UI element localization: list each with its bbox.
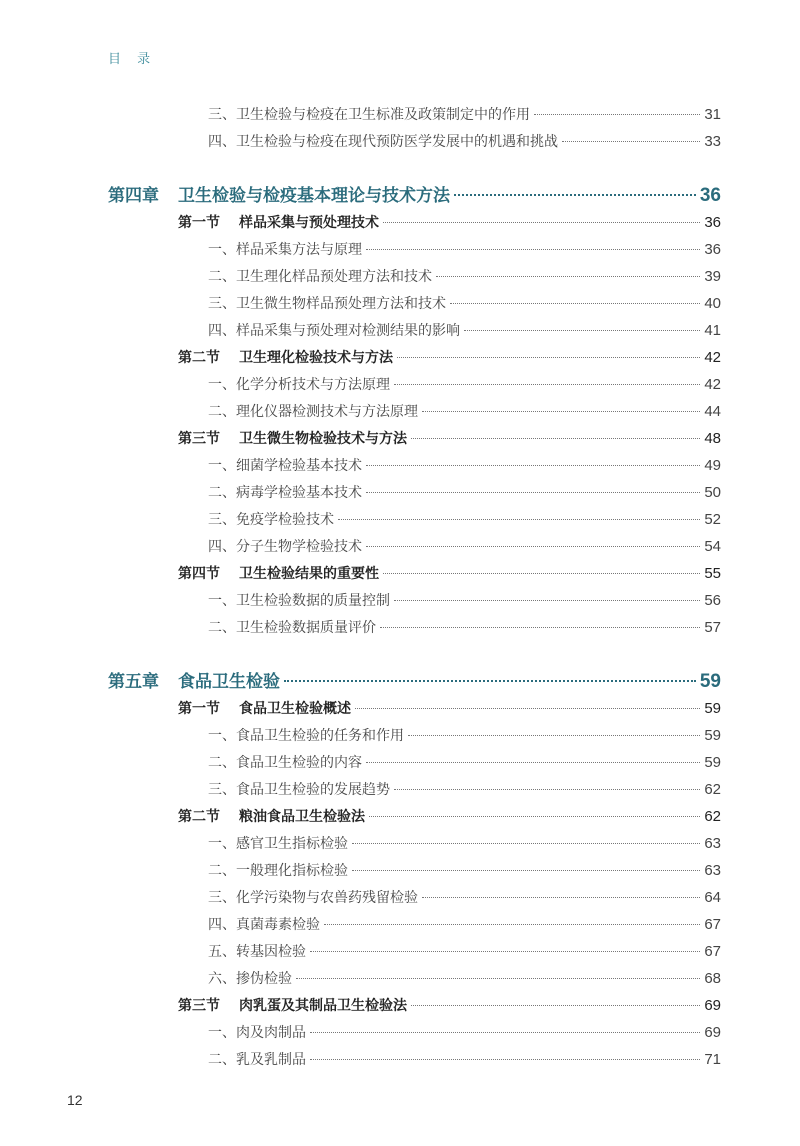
toc-item-title [208, 131, 558, 151]
toc-item-row[interactable] [208, 725, 721, 745]
dot-leader [310, 951, 700, 952]
toc-item-text: 三、食品卫生检验的发展趋势 [208, 782, 390, 798]
toc-item-row[interactable] [208, 941, 721, 961]
toc-page-number: 36 [699, 185, 721, 206]
dot-leader [450, 303, 700, 304]
toc-item-title [208, 860, 348, 880]
toc-section-row[interactable] [178, 428, 721, 448]
toc-page-number: 56 [704, 592, 721, 609]
toc-chapter-row[interactable] [108, 181, 721, 207]
dot-leader [284, 680, 696, 682]
toc-page-number: 59 [704, 700, 721, 717]
toc-section-text: 卫生微生物检验技术与方法 [239, 431, 407, 447]
toc-page-number: 59 [704, 754, 721, 771]
toc-item-title [208, 1022, 306, 1042]
toc-item-row[interactable] [208, 293, 721, 313]
dot-leader [355, 708, 700, 709]
toc-page-number: 41 [704, 322, 721, 339]
toc-item-text: 二、理化仪器检测技术与方法原理 [208, 404, 418, 420]
toc-section-row[interactable] [178, 347, 721, 367]
toc-item-row[interactable] [208, 455, 721, 475]
toc-item-row[interactable] [208, 374, 721, 394]
toc-item-title [208, 374, 390, 394]
dot-leader [338, 519, 700, 520]
toc-item-title [208, 941, 306, 961]
toc-item-title [208, 752, 362, 772]
dot-leader [422, 897, 700, 898]
toc-chapter-number: 第四章 [108, 186, 159, 206]
toc-page-number: 67 [704, 943, 721, 960]
toc-chapter-number: 第五章 [108, 672, 159, 692]
dot-leader [562, 141, 700, 142]
toc-section-title [178, 698, 351, 718]
toc-item-title [208, 293, 446, 313]
toc-item-title [208, 968, 292, 988]
toc-section-number: 第三节 [178, 431, 220, 447]
dot-leader [534, 114, 700, 115]
toc-section-title [178, 212, 379, 232]
toc-page-number: 57 [704, 619, 721, 636]
toc-page-number: 44 [704, 403, 721, 420]
toc-page-number: 67 [704, 916, 721, 933]
toc-item-text: 二、病毒学检验基本技术 [208, 485, 362, 501]
toc-item-text: 三、卫生检验与检疫在卫生标准及政策制定中的作用 [208, 107, 530, 123]
toc-section-number: 第二节 [178, 350, 220, 366]
toc-item-title [208, 482, 362, 502]
toc-item-title [208, 1049, 306, 1069]
toc-item-title [208, 266, 432, 286]
toc-page-number: 64 [704, 889, 721, 906]
toc-page-number: 63 [704, 835, 721, 852]
toc-item-text: 二、卫生检验数据质量评价 [208, 620, 376, 636]
dot-leader [366, 249, 700, 250]
toc-item-title [208, 590, 390, 610]
toc-item-row[interactable] [208, 536, 721, 556]
toc-page-number: 42 [704, 376, 721, 393]
toc-section-number: 第一节 [178, 701, 220, 717]
dot-leader [411, 1005, 700, 1006]
toc-page-number: 36 [704, 241, 721, 258]
toc-page-number: 59 [704, 727, 721, 744]
toc-chapter-row[interactable] [108, 667, 721, 693]
toc-section-text: 肉乳蛋及其制品卫生检验法 [239, 998, 407, 1014]
toc-item-title [208, 401, 418, 421]
dot-leader [369, 816, 700, 817]
toc-item-text: 四、真菌毒素检验 [208, 917, 320, 933]
dot-leader [310, 1059, 700, 1060]
toc-section-row[interactable] [178, 995, 721, 1015]
toc-item-row[interactable] [208, 833, 721, 853]
toc-page-number: 48 [704, 430, 721, 447]
toc-section-number: 第二节 [178, 809, 220, 825]
toc-section-row[interactable] [178, 698, 721, 718]
toc-item-title [208, 833, 348, 853]
toc-item-text: 四、分子生物学检验技术 [208, 539, 362, 555]
dot-leader [397, 357, 700, 358]
toc-item-row[interactable] [208, 860, 721, 880]
toc-page-number: 52 [704, 511, 721, 528]
toc-section-title [178, 806, 365, 826]
toc-section-title [178, 563, 379, 583]
toc-section-number: 第三节 [178, 998, 220, 1014]
toc-item-row[interactable] [208, 1022, 721, 1042]
toc-item-text: 一、卫生检验数据的质量控制 [208, 593, 390, 609]
toc-page-number: 54 [704, 538, 721, 555]
toc-item-row[interactable] [208, 968, 721, 988]
toc-header-label: 目 录 [108, 52, 157, 67]
toc-section-number: 第四节 [178, 566, 220, 582]
toc-page-number: 36 [704, 214, 721, 231]
toc-item-title [208, 536, 362, 556]
toc-item-text: 二、卫生理化样品预处理方法和技术 [208, 269, 432, 285]
toc-item-row[interactable] [208, 509, 721, 529]
toc-page-number: 39 [704, 268, 721, 285]
toc-section-title [178, 995, 407, 1015]
toc-item-title [208, 617, 376, 637]
dot-leader [454, 194, 696, 196]
toc-item-row[interactable] [208, 617, 721, 637]
toc-item-row[interactable] [208, 131, 721, 151]
toc-item-text: 一、样品采集方法与原理 [208, 242, 362, 258]
toc-item-row[interactable] [208, 1049, 721, 1069]
toc-section-text: 卫生理化检验技术与方法 [239, 350, 393, 366]
toc-page-number: 69 [704, 1024, 721, 1041]
toc-section-row[interactable] [178, 563, 721, 583]
dot-leader [436, 276, 700, 277]
toc-item-text: 六、掺伪检验 [208, 971, 292, 987]
toc-chapter-title [108, 667, 280, 692]
toc-item-row[interactable] [208, 590, 721, 610]
toc-item-text: 四、样品采集与预处理对检测结果的影响 [208, 323, 460, 339]
toc-section-text: 粮油食品卫生检验法 [239, 809, 365, 825]
toc-page-number: 40 [704, 295, 721, 312]
dot-leader [324, 924, 700, 925]
dot-leader [408, 735, 700, 736]
toc-item-title [208, 320, 460, 340]
toc-section-title [178, 428, 407, 448]
toc-page-number: 62 [704, 781, 721, 798]
toc-page-number: 62 [704, 808, 721, 825]
toc-item-row[interactable] [208, 320, 721, 340]
toc-item-title [208, 239, 362, 259]
toc-page-number: 33 [704, 133, 721, 150]
toc-page-number: 55 [704, 565, 721, 582]
toc-item-title [208, 914, 320, 934]
toc-item-text: 一、细菌学检验基本技术 [208, 458, 362, 474]
toc-section-text: 卫生检验结果的重要性 [239, 566, 379, 582]
toc-item-text: 一、化学分析技术与方法原理 [208, 377, 390, 393]
toc-item-row[interactable] [208, 752, 721, 772]
toc-page-number: 42 [704, 349, 721, 366]
toc-item-text: 三、化学污染物与农兽药残留检验 [208, 890, 418, 906]
dot-leader [366, 492, 700, 493]
dot-leader [422, 411, 700, 412]
dot-leader [383, 222, 700, 223]
dot-leader [352, 843, 700, 844]
dot-leader [383, 573, 700, 574]
dot-leader [464, 330, 700, 331]
toc-item-row[interactable] [208, 401, 721, 421]
toc-page-number: 49 [704, 457, 721, 474]
dot-leader [411, 438, 700, 439]
toc-item-title [208, 725, 404, 745]
toc-page-number: 63 [704, 862, 721, 879]
dot-leader [366, 762, 700, 763]
toc-item-title [208, 455, 362, 475]
toc-item-row[interactable] [208, 887, 721, 907]
dot-leader [296, 978, 700, 979]
toc-item-title [208, 779, 390, 799]
toc-item-title [208, 887, 418, 907]
toc-item-title [208, 509, 334, 529]
toc-item-row[interactable] [208, 239, 721, 259]
toc-item-text: 一、食品卫生检验的任务和作用 [208, 728, 404, 744]
toc-section-number: 第一节 [178, 215, 220, 231]
toc-item-text: 一、感官卫生指标检验 [208, 836, 348, 852]
toc-section-title [178, 347, 393, 367]
toc-item-row[interactable] [208, 104, 721, 124]
toc-page-number: 31 [704, 106, 721, 123]
toc-chapter-text: 食品卫生检验 [178, 672, 280, 692]
toc-chapter-text: 卫生检验与检疫基本理论与技术方法 [178, 186, 450, 206]
toc-item-text: 二、一般理化指标检验 [208, 863, 348, 879]
toc-page-number: 69 [704, 997, 721, 1014]
dot-leader [394, 789, 700, 790]
dot-leader [366, 465, 700, 466]
toc-page-number: 50 [704, 484, 721, 501]
toc-item-text: 二、食品卫生检验的内容 [208, 755, 362, 771]
toc-page-number: 68 [704, 970, 721, 987]
toc-item-row[interactable] [208, 482, 721, 502]
toc-item-text: 三、卫生微生物样品预处理方法和技术 [208, 296, 446, 312]
dot-leader [366, 546, 700, 547]
toc-page-number: 59 [699, 671, 721, 692]
toc-chapter-title [108, 181, 450, 206]
toc-item-title [208, 104, 530, 124]
dot-leader [380, 627, 700, 628]
toc-item-text: 二、乳及乳制品 [208, 1052, 306, 1068]
toc-section-row[interactable] [178, 806, 721, 826]
dot-leader [310, 1032, 700, 1033]
toc-page-number: 71 [704, 1051, 721, 1068]
dot-leader [394, 384, 700, 385]
page-number: 12 [67, 1092, 83, 1108]
toc-section-row[interactable] [178, 212, 721, 232]
toc-item-text: 五、转基因检验 [208, 944, 306, 960]
toc-item-text: 四、卫生检验与检疫在现代预防医学发展中的机遇和挑战 [208, 134, 558, 150]
toc-item-text: 一、肉及肉制品 [208, 1025, 306, 1041]
toc-section-text: 食品卫生检验概述 [239, 701, 351, 717]
toc-item-text: 三、免疫学检验技术 [208, 512, 334, 528]
dot-leader [352, 870, 700, 871]
dot-leader [394, 600, 700, 601]
toc-section-text: 样品采集与预处理技术 [239, 215, 379, 231]
toc-item-row[interactable] [208, 266, 721, 286]
toc-item-row[interactable] [208, 779, 721, 799]
toc-item-row[interactable] [208, 914, 721, 934]
